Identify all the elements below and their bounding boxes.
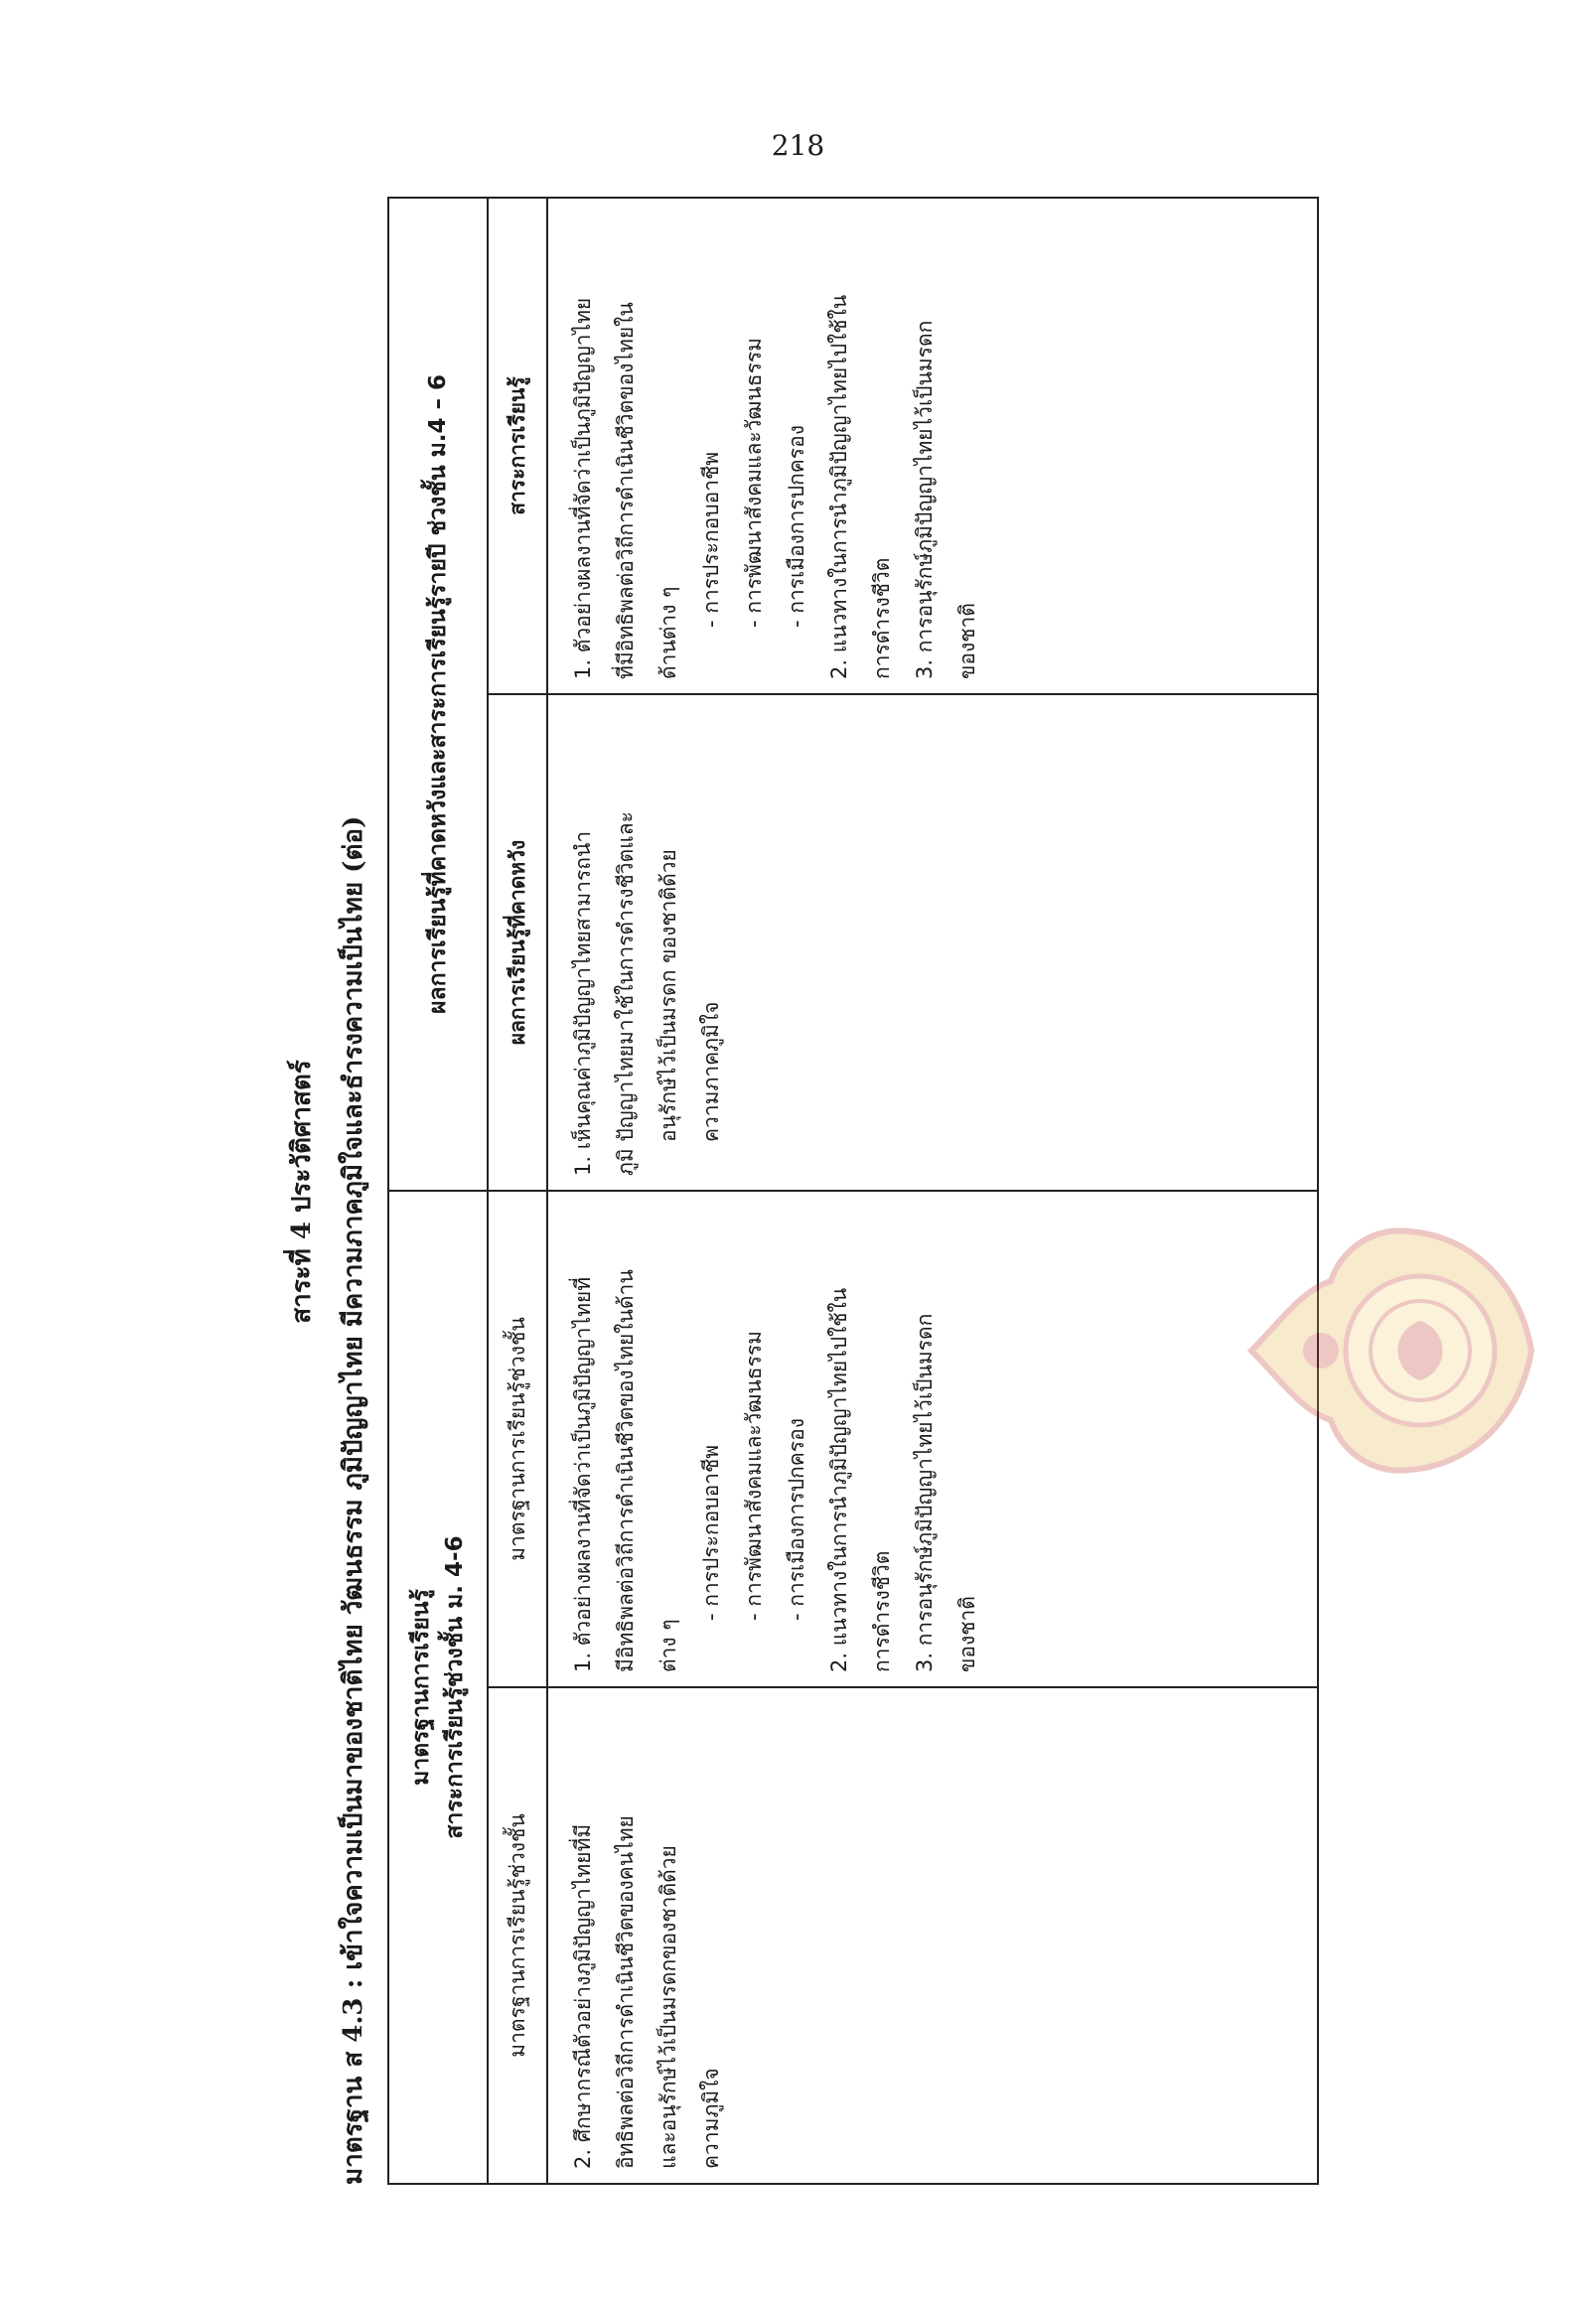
group-header-standards	[388, 1191, 488, 2184]
col4-bullet-3: - การเมืองการปกครอง	[785, 425, 808, 628]
content-row	[547, 198, 1318, 2184]
col2-line-1: 1. ตัวอย่างผลงานที่จัดว่าเป็นภูมิปัญญาไทยที่	[571, 1276, 595, 1672]
col2-bullet-1: - การประกอบอาชีพ	[699, 1444, 723, 1621]
col1-line-3: และอนุรักษ์ไว้เป็นมรดกของชาติด้วย	[656, 1845, 680, 2169]
group-header-outcomes: ผลการเรียนรู้ที่คาดหวังและสาระการเรียนรู้รายปี ช่วงชั้น ม.4 – 6	[388, 198, 488, 1191]
col1-line-1: 2. ศึกษากรณีตัวอย่างภูมิปัญญาไทยที่มี	[571, 1823, 595, 2169]
col4-line-1: 1. ตัวอย่างผลงานที่จัดว่าเป็นภูมิปัญญาไทย	[571, 297, 595, 679]
col2-cell	[547, 1191, 1318, 1687]
col2-line-5: การดำรงชีวิต	[870, 1550, 894, 1672]
col2-line-7: ของชาติ	[955, 1596, 979, 1672]
col4-line-4: 2. แนวทางในการนำภูมิปัญญาไทยไปใช้ใน	[827, 294, 851, 679]
col3-cell	[547, 694, 1318, 1191]
group-header-standards-line2: สาระการเรียนรู้ช่วงชั้น ม. 4-6	[442, 1535, 468, 1839]
col2-line-4: 2. แนวทางในการนำภูมิปัญญาไทยไปใช้ใน	[827, 1287, 851, 1672]
column-header-row	[488, 198, 547, 2184]
col3-line-1: 1. เห็นคุณค่าภูมิปัญญาไทยสามารถนำ	[571, 830, 595, 1176]
col3-line-3: อนุรักษ์ไว้เป็นมรดก ของชาติด้วย	[656, 849, 680, 1142]
subject-title: สาระที่ 4 ประวัติศาสตร์	[287, 1060, 317, 1324]
col4-header: สาระการเรียนรู้	[488, 198, 547, 694]
col3-line-4: ความภาคภูมิใจ	[699, 1001, 723, 1142]
col1-header: มาตรฐานการเรียนรู้ช่วงชั้น	[488, 1687, 547, 2184]
col4-line-7: ของชาติ	[955, 603, 979, 679]
col4-line-6: 3. การอนุรักษ์ภูมิปัญญาไทยไว้เป็นมรดก	[913, 320, 937, 679]
standard-title: มาตรฐาน ส 4.3 : เข้าใจความเป็นมาของชาติไทย วัฒนธรรม ภูมิปัญญาไทย มีความภาคภูมิใจและธำรงความเป็นไทย (ต่อ)	[339, 815, 368, 2185]
col3-header: ผลการเรียนรู้ที่คาดหวัง	[488, 694, 547, 1191]
rotated-page-content	[278, 199, 1321, 2185]
group-header-row	[388, 198, 488, 2184]
col2-header: มาตรฐานการเรียนรู้ช่วงชั้น	[488, 1191, 547, 1687]
col1-cell	[547, 1687, 1318, 2184]
col3-line-2: ภูมิ ปัญญาไทยมาใช้ในการดำรงชีวิตและ	[614, 811, 638, 1176]
col2-bullet-3: - การเมืองการปกครอง	[785, 1418, 808, 1621]
col4-bullet-1: - การประกอบอาชีพ	[699, 451, 723, 628]
col2-bullet-2: - การพัฒนาสังคมและวัฒนธรรม	[742, 1331, 766, 1621]
page-number: 218	[771, 129, 825, 162]
col4-line-2: ที่มีอิทธิพลต่อวิถีการดำเนินชีวิตของไทยใน	[614, 302, 638, 679]
group-header-standards-line1: มาตรฐานการเรียนรู้	[408, 1589, 434, 1786]
col4-bullet-2: - การพัฒนาสังคมและวัฒนธรรม	[742, 338, 766, 628]
curriculum-table	[387, 197, 1319, 2185]
col1-line-2: อิทธิพลต่อวิถีการดำเนินชีวิตของคนไทย	[614, 1815, 638, 2169]
col2-line-6: 3. การอนุรักษ์ภูมิปัญญาไทยไว้เป็นมรดก	[913, 1313, 937, 1672]
col4-line-5: การดำรงชีวิต	[870, 557, 894, 679]
col2-line-3: ต่าง ๆ	[656, 1619, 680, 1672]
col4-cell	[547, 198, 1318, 694]
col1-line-4: ความภูมิใจ	[699, 2068, 723, 2169]
col2-line-2: มีอิทธิพลต่อวิถีการดำเนินชีวิตของไทยในด้าน	[614, 1269, 638, 1672]
col4-line-3: ด้านต่าง ๆ	[656, 586, 680, 679]
